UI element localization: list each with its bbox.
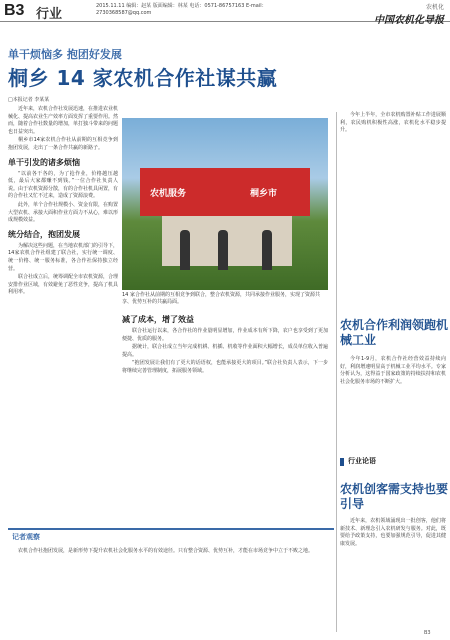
paragraph-4: 联合社成立后，统筹调配全市农机资源，合理安排作业区域，有效避免了恶性竞争，提高了机具利用率。 bbox=[8, 274, 119, 296]
right-body-2 bbox=[340, 518, 446, 549]
paragraph-5: 联合社运行以来，各合作社的作业量明显增加，作业成本有所下降，农户也享受到了更加便捷、优质的服务。 bbox=[122, 328, 328, 342]
lead-headline: 桐乡 14 家农机合作社谋共赢 bbox=[8, 66, 278, 90]
article-column-2 bbox=[122, 310, 328, 377]
subhead-3: 减了成本，增了效益 bbox=[122, 315, 194, 324]
intro-paragraph-2: 桐乡市14家农机合作社从前期的互相竞争到抱团发展，走出了一条合作共赢的新路子。 bbox=[8, 137, 118, 151]
article-column-1 bbox=[8, 106, 118, 298]
byline: □本报记者 李某某 bbox=[8, 97, 50, 103]
photo-person bbox=[218, 230, 228, 270]
photo-caption: 14 家合作社从前期的互相竞争到联合，整合农机资源，共同承接作业服务，实现了资源共享、优势互补的共赢局面。 bbox=[122, 292, 320, 305]
page-number: B3 bbox=[4, 2, 25, 19]
comment-label: 记者观察 bbox=[12, 533, 40, 541]
footer-page-mark: B3 bbox=[424, 630, 431, 636]
brand-small: 农机化 bbox=[425, 4, 444, 11]
section-title: 行业 bbox=[36, 7, 63, 22]
paragraph-7: “抱团发展让我们有了更大的话语权，也能承接更大的项目。”联合社负责人表示，下一步将继续完善管理制度，拓展服务领域。 bbox=[122, 360, 328, 374]
subhead-2: 统分结合，抱团发展 bbox=[8, 229, 80, 239]
right-top-paragraph: 今年上半年，全市农机购置补贴工作进展顺利，农民购机积极性高涨，农机化水平稳步提升。 bbox=[340, 112, 446, 134]
masthead bbox=[0, 0, 450, 26]
photo-person bbox=[262, 230, 272, 270]
right-headline-2: 农机创客需支持也要引导 bbox=[340, 482, 449, 511]
section-tag: 行业论语 bbox=[340, 456, 448, 468]
right-headline-1: 农机合作利润领跑机械工业 bbox=[340, 318, 449, 347]
right-top-text bbox=[340, 112, 446, 136]
brand-name: 中国农机化导报 bbox=[374, 15, 444, 26]
subhead-1: 单干引发的诸多烦恼 bbox=[8, 157, 80, 167]
right-paragraph-2: 近年来，农机领域涌现出一批创客，他们将新技术、新理念引入农机研发与服务。对此，既要给予政策支持，也要加强规范引导，促进其健康发展。 bbox=[340, 518, 446, 547]
paragraph-6: 据统计，联合社成立当年完成机耕、机插、机收等作业面积大幅增长，成员单位收入普遍提高。 bbox=[122, 344, 328, 358]
comment-paragraph: 农机合作社抱团发展，是新形势下提升农机社会化服务水平的有效途径。只有整合资源、优势互补，才能在市场竞争中立于不败之地。 bbox=[18, 548, 314, 554]
newspaper-brand bbox=[374, 2, 444, 26]
column-divider bbox=[336, 112, 337, 632]
lead-kicker: 单干烦恼多 抱团好发展 bbox=[8, 48, 122, 61]
photo-banner bbox=[140, 168, 310, 216]
right-body-1 bbox=[340, 356, 446, 387]
right-paragraph-1: 今年1-9月，农机合作社经营效益持续向好，利润增速明显高于机械工业平均水平。专家分析认为，这得益于国家政策的持续扶持和农机社会化服务市场的不断扩大。 bbox=[340, 356, 446, 385]
lead-photo bbox=[122, 118, 328, 290]
masthead-info: 2015.11.11 编辑：赵某 版面编辑：林某 电话：0571-86757163 E-mail：2730368587@qq.com bbox=[96, 3, 267, 16]
comment-box bbox=[8, 528, 334, 544]
comment-text bbox=[8, 548, 334, 557]
photo-person bbox=[180, 230, 190, 270]
intro-paragraph: 近年来，农机合作社发展迅速，在推进农业机械化、提高农业生产效率方面发挥了重要作用。然而，随着合作社数量的增加，单打独斗带来的问题也日益突出。 bbox=[8, 106, 119, 135]
banner-text-1: 农机服务 bbox=[150, 189, 187, 199]
paragraph-2: 此外，单个合作社规模小、资金有限，在购置大型农机、承接大面积作业方面力不从心，难以形成规模效益。 bbox=[8, 201, 119, 224]
paragraph-3: 为解决这些问题，在当地农机部门的引导下，14家农机合作社组建了联合社，实行统一调度、统一价格、统一服务标准，各合作社保持独立经营。 bbox=[8, 242, 119, 272]
paragraph-1: “以前各干各的，为了抢作业，价格越压越低，最后大家都赚不到钱。”一位合作社负责人说。由于农机资源分散，有的合作社机具闲置，有的合作社又忙不过来，造成了资源浪费。 bbox=[8, 170, 119, 200]
banner-text-2: 桐乡市 bbox=[250, 189, 278, 199]
